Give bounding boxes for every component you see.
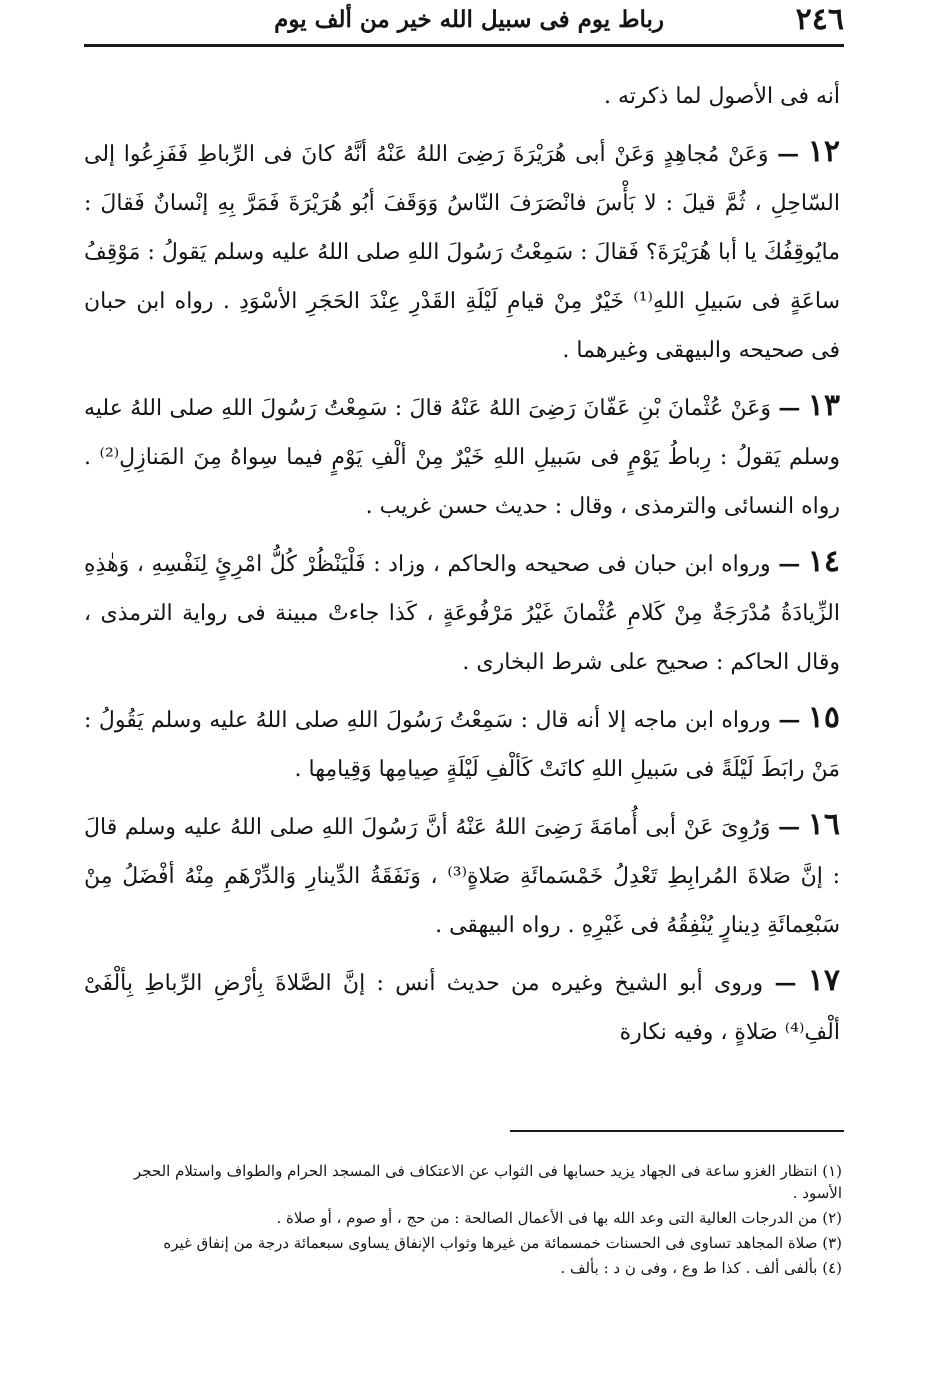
hadith-text: ورواه ابن ماجه إلا أنه قال : سَمِعْتُ رَسُولَ اللهِ صلى اللهُ عليه وسلم يَقُولُ : مَنْ رابَطَ لَيْلَةً فى سَبيلِ اللهِ كانَتْ كَألْفِ لَيْلَةٍ صِيامِها وَقِيامِها .: [84, 708, 840, 782]
hadith-dash: —: [778, 707, 801, 733]
hadith-dash: —: [778, 395, 801, 421]
footnote-1: (١) انتظار الغزو ساعة فى الجهاد يزيد حسابها فى الثواب عن الاعتكاف فى المسجد الحرام والطواف واستلام الحجر الأسود .: [133, 1162, 842, 1202]
running-title: رباط يوم فى سبيل الله خير من ألف يوم: [274, 6, 664, 33]
hadith-16: [84, 800, 840, 950]
footnote-separator: [510, 1130, 844, 1132]
hadith-dash: —: [778, 814, 801, 840]
hadith-dash: —: [777, 141, 800, 167]
main-text: [84, 72, 840, 1063]
intro-line: أنه فى الأصول لما ذكرته .: [604, 84, 840, 109]
footnote-3: (٣) صلاة المجاهد تساوى فى الحسنات خمسمائة من غيرها وثواب الإنفاق يساوى سبعمائة درجة من إنفاق غيره: [163, 1234, 842, 1252]
hadith-number: ١٥: [807, 700, 840, 735]
hadith-17: [84, 956, 840, 1057]
hadith-number: ١٦: [807, 807, 840, 842]
footnote-4: (٤) بألفى ألف . كذا ط وع ، وفى ن د : بألف .: [560, 1259, 842, 1277]
hadith-dash: —: [774, 970, 797, 996]
hadith-13: [84, 381, 840, 531]
hadith-text: وَرُوِىَ عَنْ أبى أُمامَةَ رَضِىَ اللهُ عَنْهُ أنَّ رَسُولَ اللهِ صلى اللهُ عليه وسلم قالَ : إنَّ صَلاةَ المُرابِطِ تَعْدِلُ خَمْسَمائَةِ صَلاةٍ⁽³⁾ ، وَنَفَقَةُ الدِّينارِ وَالدِّرْهَمِ مِنْهُ أفْضَلُ مِنْ سَبْعِمائَةِ دِينارٍ يُنْفِقُهُ فى غَيْرِهِ . رواه البيهقى .: [84, 815, 840, 938]
hadith-text: وروى أبو الشيخ وغيره من حديث أنس : إنَّ الصَّلاةَ بِأرْضِ الرِّباطِ بِألْفَىْ ألْفِ⁽⁴⁾ صَلاةٍ ، وفيه نكارة: [84, 971, 840, 1045]
hadith-text: وَعَنْ عُثْمانَ بْنِ عَفّانَ رَضِىَ اللهُ عَنْهُ قالَ : سَمِعْتُ رَسُولَ اللهِ صلى اللهُ عليه وسلم يَقولُ : رِباطُ يَوْمٍ فى سَبيلِ اللهِ خَيْرٌ مِنْ ألْفِ يَوْمٍ فيما سِواهُ مِنَ المَنازِلِ⁽²⁾ . رواه النسائى والترمذى ، وقال : حديث حسن غريب .: [84, 396, 841, 519]
hadith-number: ١٢: [807, 134, 840, 169]
hadith-14: [84, 537, 840, 687]
page-header: [84, 0, 844, 44]
page-number: ٢٤٦: [795, 2, 844, 37]
hadith-number: ١٧: [807, 963, 840, 998]
hadith-12: [84, 127, 840, 375]
hadith-number: ١٣: [807, 388, 840, 423]
hadith-text: وَعَنْ مُجاهِدٍ وَعَنْ أبى هُرَيْرَةَ رَضِىَ اللهُ عَنْهُ أنَّهُ كانَ فى الرِّباطِ فَفَزِعُوا إلى السّاحِلِ ، ثُمَّ قيلَ : لا بَأْسَ فانْصَرَفَ النّاسُ وَوَقَفَ أبُو هُرَيْرَةَ فَمَرَّ بِهِ إنْسانٌ فَقالَ : مايُوقِفُكَ يا أبا هُرَيْرَةَ؟ فَقالَ : سَمِعْتُ رَسُولَ اللهِ صلى اللهُ عليه وسلم يَقولُ : مَوْقِفُ ساعَةٍ فى سَبيلِ اللهِ⁽¹⁾ خَيْرٌ مِنْ قيامِ لَيْلَةِ القَدْرِ عِنْدَ الحَجَرِ الأسْوَدِ . رواه ابن حبان فى صحيحه والبيهقى وغيرهما .: [84, 142, 841, 363]
hadith-text: ورواه ابن حبان فى صحيحه والحاكم ، وزاد : فَلْيَنْظُرْ كُلُّ امْرِئٍ لِنَفْسِهِ ، وَهٰذِهِ الزِّيادَةُ مُدْرَجَةٌ مِنْ كَلامِ عُثْمانَ غَيْرُ مَرْفُوعَةٍ ، كَذا جاءتْ مبينة فى رواية الترمذى ، وقال الحاكم : صحيح على شرط البخارى .: [84, 552, 840, 675]
hadith-number: ١٤: [807, 544, 840, 579]
footnote-2: (٢) من الدرجات العالية التى وعد الله بها فى الأعمال الصالحة : من حج ، أو صوم ، أو صلاة .: [276, 1209, 842, 1227]
header-rule: [84, 44, 844, 47]
footnotes: [92, 1160, 842, 1282]
hadith-15: [84, 693, 840, 794]
hadith-dash: —: [778, 551, 801, 577]
